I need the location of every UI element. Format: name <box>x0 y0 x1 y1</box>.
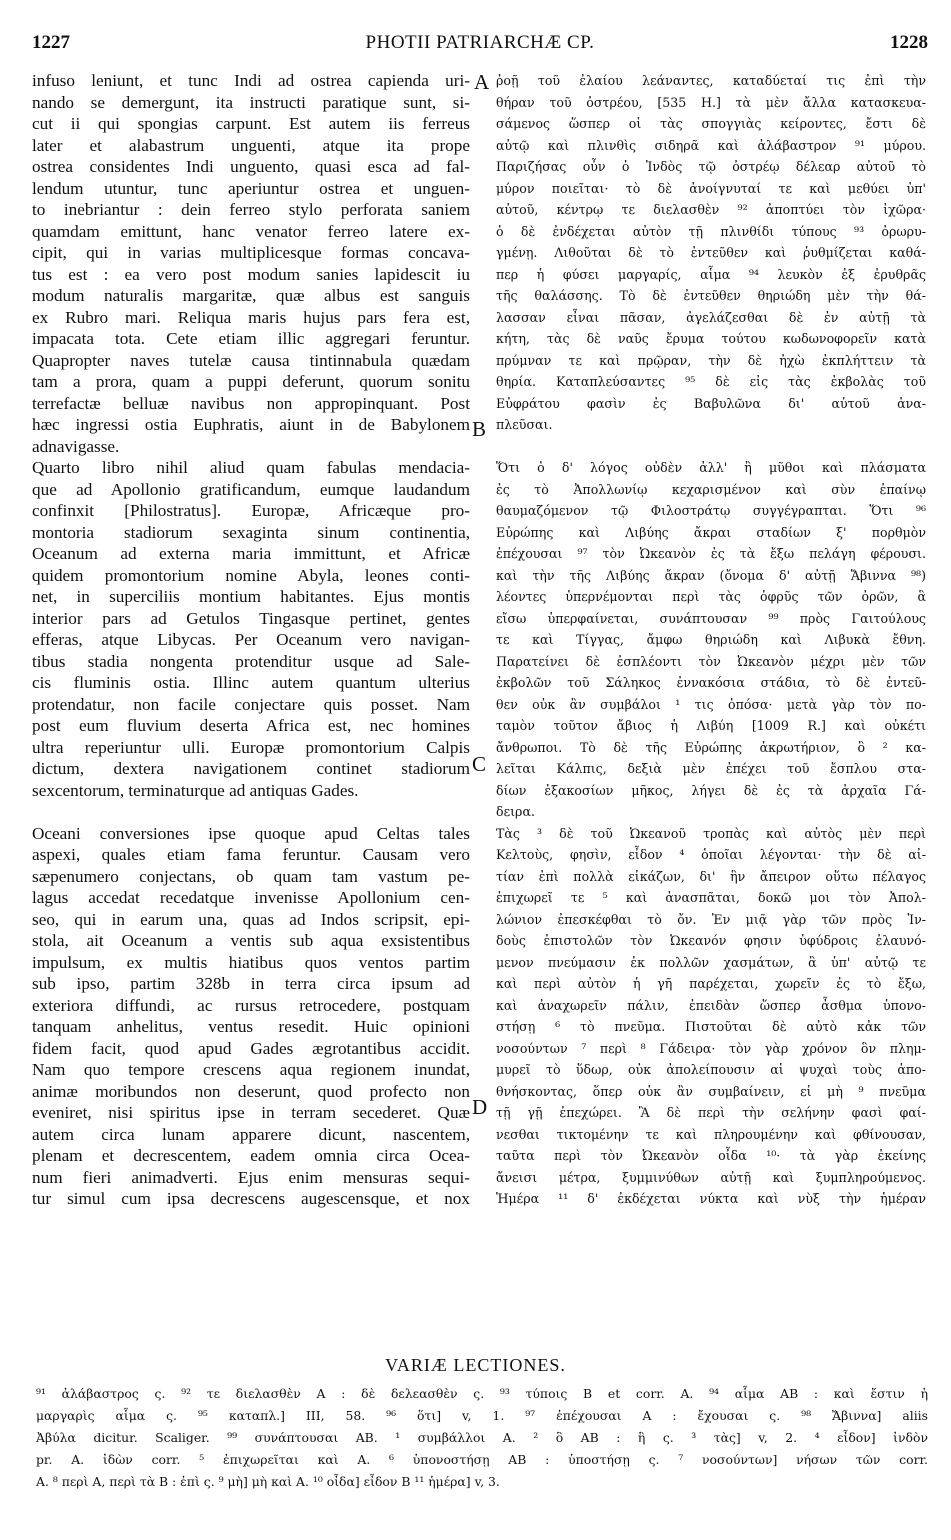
text-line: γμένῃ. Λιθοῦται δὲ τὸ ἐντεῦθεν καὶ ῥυθμίζεται καθά- <box>496 245 926 260</box>
text-line: αὐτοῦ, κέντρῳ τε διελασθὲν ⁹² ἀποπτύει τὸν ἰχῶρα· <box>496 202 926 217</box>
text-line: Παριζήσας οὖν ὁ Ἰνδὸς τῷ ὀστρέῳ δέλεαρ αὐτοῦ τὸ <box>496 159 926 174</box>
margin-marker-c: C <box>472 752 487 776</box>
text-line: A. ⁸ περὶ A, περὶ τὰ B : ἐπὶ ς. ⁹ μὴ] μὴ καὶ A. ¹⁰ οἶδα] εἶδον B ¹¹ ἡμέρα] v, 3. <box>36 1474 500 1489</box>
text-line: pr. A. ἰδὼν corr. ⁵ ἐπιχωρεῖται καὶ A. ⁶ ὑπονοστήσῃ AB : ὑποστήσῃ ς. ⁷ νοσούντων] νήσων τῶν corr. <box>36 1452 928 1467</box>
text-line: καὶ περὶ αὐτὸν ἡ γῆ παρέχεται, χωρεῖν ἐς τὸ ἔξω, <box>496 976 926 991</box>
text-line: to inebriantur : dein ferreo stylo perforata saniem <box>32 200 470 219</box>
text-line: καὶ τὴν τῆς Λιβύης ἄκραν (ὄνομα δ' αὐτῇ Ἄβιννα ⁹⁸) <box>496 567 926 583</box>
text-line: num fieri animadverti. Ejus enim mensuras sequi- <box>32 1167 470 1187</box>
text-line: θήραν τοῦ ὀστρέου, [535 Η.] τὰ μὲν ἄλλα κατασκευα- <box>496 94 926 110</box>
text-line: ultra reperiuntur ulli. Europæ promontorium Calpis <box>32 737 470 757</box>
text-line: τῇ γῇ ἐπεχώρει. Ἃ δὲ περὶ τὴν σελήνην φασὶ φαί- <box>496 1105 926 1120</box>
text-line: Ἀβύλα dicitur. Scaliger. ⁹⁹ συνάπτουσαι AB. ¹ συμβάλλοι A. ² ὃ AB : ἣ ς. ³ τὰς] v, 2. ⁴ εἶδον] ἰνδὸν <box>36 1430 928 1445</box>
text-line: plenam et decrescentem, eadem omnia circa Ocea- <box>32 1146 470 1165</box>
text-line: πρύμναν τε καὶ πρῷραν, τὴν δὲ ἠχὼ ἐκπλήττειν τὰ <box>496 352 926 368</box>
text-line: μαργαρὶς αἷμα ς. ⁹⁵ καταπλ.] III, 58. ⁹⁶ ὅτι] v, 1. ⁹⁷ ἐπέχουσαι A : ἔχουσαι ς. ⁹⁸ Ἄβιννα] aliis <box>36 1408 928 1423</box>
text-line: sæpenumero conjectans, ob quam tam vastum pe- <box>32 866 470 886</box>
text-line: θεν οὐκ ἂν συμβάλοι ¹ τις ὁπόσα· μετὰ γὰρ τὸν πο- <box>496 696 926 712</box>
text-line: αὐτῷ καὶ πλινθὶς σιδηρᾶ καὶ ἀλάβαστρον ⁹¹ μύρου. <box>496 137 926 153</box>
text-line: λέοντες ὑπερνέμονται περὶ τὰς ὀφρῦς τῶν ὀρῶν, ἃ <box>496 589 926 604</box>
text-line: cut ii qui spongias carpunt. Est autem iis ferreus <box>32 114 470 133</box>
text-line: μενον πνεύμασιν ἐκ πολλῶν χασμάτων, ἃ ὑπ' αὐτῷ τε <box>496 954 926 970</box>
text-line: sexcentorum, terminaturque ad antiquas Gades. <box>32 780 359 800</box>
text-line: θνήσκοντας, ὅπερ οὐκ ἂν συμβαίνειν, εἰ μὴ ⁹ πνεῦμα <box>496 1083 926 1099</box>
text-line: ἐπέχουσαι ⁹⁷ τὸν Ὠκεανὸν ἐς τὰ ἔξω πελάγη φέρουσι. <box>496 546 926 561</box>
text-line: τε καὶ Τίγγας, ἄμφω θηριώδη καὶ Λιβυκὰ ἔθνη. <box>496 632 926 647</box>
variae-lectiones <box>36 1383 928 1493</box>
text-line: cipit, qui in varias multiplicesque formas concava- <box>32 243 470 262</box>
text-line: ἐπιχωρεῖ τε ⁵ καὶ ἀνασπᾶται, δοκῶ μοι τὸν Ἀπολ- <box>496 890 926 905</box>
text-line: tur simul cum ipsa decrescens augescensque, et nox <box>32 1189 470 1208</box>
greek-column <box>496 70 926 1210</box>
text-line: ταμὸν τοῦτον ἄβιος ἡ Λιβύη [1009 R.] καὶ οὐκέτι <box>496 718 926 733</box>
text-line: terrefactæ belluæ navibus non appropinquant. Post <box>32 393 470 413</box>
text-line: πλεῦσαι. <box>496 417 553 432</box>
text-line: impacata tota. Cete etiam illic aggregari feruntur. <box>32 329 470 348</box>
margin-marker-b: B <box>472 417 487 441</box>
text-line: Εὐφράτου φασὶν ἐς Βαβυλῶνα δι' αὐτοῦ ἀνα- <box>496 395 926 411</box>
text-line: δειρα. <box>496 804 535 819</box>
margin-marker-d: D <box>472 1095 488 1119</box>
text-line: ostrea considentes Indi unguento, quasi esca ad fal- <box>32 157 470 176</box>
text-line: post eum fluvium deserta Africa est, nec homines <box>32 716 470 735</box>
text-line: Quarto libro nihil aliud quam fabulas mendacia- <box>32 458 470 477</box>
text-line: ἄνθρωποι. Τὸ δὲ τῆς Εὐρώπης ἀκρωτήριον, ὃ ² κα- <box>496 739 926 755</box>
text-line: quidem promontorium nomine Abyla, leones conti- <box>32 565 470 585</box>
text-line: later et alabastrum unguenti, atque ita prope <box>32 135 470 155</box>
text-line: Παρατείνει δὲ ἐσπλέοντι τὸν Ὠκεανὸν μέχρι μὲν τῶν <box>496 653 926 669</box>
text-line: δοὺς ἐπιστολῶν τὸν Ὠκεανόν φησιν ὑφύδροις ἐλαυνό- <box>496 933 926 948</box>
text-line: ὁ δὲ ἐνδέχεται αὐτὸν τῇ πλινθίδι τύπους ⁹³ ὀρωρυ- <box>496 223 926 239</box>
text-line: Ἡμέρα ¹¹ δ' ἐκδέχεται νύκτα καὶ νὺξ τὴν ἡμέραν <box>496 1191 926 1206</box>
text-line: quamdam emittunt, hanc venator ferreo latere ex- <box>32 221 470 241</box>
text-line: περ ἡ φύσει μαργαρίς, αἷμα ⁹⁴ λευκὸν ἐξ ἐρυθρᾶς <box>496 266 926 282</box>
text-line: lendum utuntur, tunc aperiuntur ostrea et unguen- <box>32 178 470 198</box>
text-line: lagus accedat recedatque invenisse Apollonium cen- <box>32 888 470 907</box>
text-line: que ad Apollonio gratificandum, eumque laudandum <box>32 479 470 499</box>
latin-column <box>32 70 470 1210</box>
text-line: protendatur, non facile conjectare quis posset. Nam <box>32 694 470 714</box>
text-line: adnavigasse. <box>32 436 120 456</box>
text-line: Ὅτι ὁ δ' λόγος οὐδὲν ἀλλ' ἢ μῦθοι καὶ πλάσματα <box>496 460 926 475</box>
text-line: νεσθαι τικτομένην τε καὶ πληρουμένην καὶ φθίνουσαν, <box>496 1126 926 1142</box>
text-line: animæ moribundos non deserunt, quod profecto non <box>32 1081 470 1101</box>
text-line: fidem facit, quod apud Gades ægrotantibus accidit. <box>32 1038 470 1058</box>
text-line: λεῖται Κάλπις, δεξιὰ μὲν ἐπέχει τοῦ ἔσπλου στα- <box>496 761 926 776</box>
text-line: Κελτοὺς, φησὶν, εἶδον ⁴ ὁποῖαι λέγονται· τὴν δὲ αἰ- <box>496 847 926 862</box>
text-line: Quapropter naves tutelæ causa tintinnabula quædam <box>32 350 470 370</box>
text-line: montoria stadiorum sexaginta sinum continentia, <box>32 522 470 542</box>
text-line: τῆς θαλάσσης. Τὸ δὲ ἐντεῦθεν θηριώδη μὲν τὴν θά- <box>496 288 926 303</box>
text-line: modum naturalis margaritæ, quæ albus est sanguis <box>32 286 470 305</box>
text-line: ῥοῇ τοῦ ἐλαίου λεάναντες, καταδύεταί τις ἐπὶ τὴν <box>496 73 926 88</box>
page-number-right: 1228 <box>890 32 928 53</box>
running-title: PHOTII PATRIARCHÆ CP. <box>365 32 595 53</box>
text-line: εἴσω ὑπερφαίνεται, συνάπτουσαν ⁹⁹ πρὸς Γαιτούλους <box>496 610 926 626</box>
text-line: νοσούντων ⁷ περὶ ⁸ Γάδειρα· τὸν γὰρ χρόνον ὃν πλημ- <box>496 1040 926 1056</box>
text-line: interior pars ad Getulos Tingasque pertinet, gentes <box>32 608 470 628</box>
text-line: Oceanum ad externa maria immittunt, et Africæ <box>32 544 470 563</box>
text-line: hæc ingressi ostia Euphratis, aiunt in de Babylonem <box>32 415 470 434</box>
paragraph-gap <box>496 436 926 458</box>
text-line: κήτη, τὰς δὲ ναῦς ἔρυμα τούτου κωδωνοφορεῖν κατὰ <box>496 331 926 346</box>
margin-marker-a: A <box>474 70 490 94</box>
text-line: exteriora diffundi, ac rursus retrocedere, postquam <box>32 995 470 1015</box>
page-number-left: 1227 <box>32 32 70 53</box>
text-line: tam a prora, quam a puppi deferunt, quorum sonitu <box>32 372 470 391</box>
text-line: stola, ait Oceanum a ventis sub aqua exsistentibus <box>32 931 470 950</box>
text-line: σάμενος ὥσπερ οἱ τὰς σπογγιὰς κείροντες, ἔστι δὲ <box>496 116 926 131</box>
text-line: aspexi, quales etiam fama feruntur. Causam vero <box>32 845 470 864</box>
variae-lectiones-title: VARIÆ LECTIONES. <box>385 1355 566 1375</box>
text-line: ⁹¹ ἀλάβαστρος ς. ⁹² τε διελασθὲν A : δὲ δελεασθὲν ς. ⁹³ τύποις B et corr. A. ⁹⁴ αἷμα AB : καὶ ἔστιν ἡ <box>36 1386 928 1401</box>
text-line: infuso leniunt, et tunc Indi ad ostrea capienda uri- <box>32 71 470 90</box>
paragraph-gap <box>32 801 470 823</box>
text-line: Oceani conversiones ipse quoque apud Celtas tales <box>32 823 470 843</box>
text-line: eveniret, nisi spiritus ipse in terram secederet. Quæ <box>32 1103 470 1122</box>
text-line: Τὰς ³ δὲ τοῦ Ὠκεανοῦ τροπὰς καὶ αὐτὸς μὲν περὶ <box>496 825 926 841</box>
text-line: tibus stadia nongenta protenditur usque ad Sale- <box>32 651 470 671</box>
text-line: net, in superciliis montium habitantes. Ejus montis <box>32 587 470 606</box>
text-line: θηρία. Καταπλεύσαντες ⁹⁵ δὲ εἰς τὰς ἐκβολὰς τοῦ <box>496 374 926 389</box>
text-line: καὶ ἀναχωρεῖν πάλιν, ἐπειδὰν ὥσπερ ἆσθμα ὑπονο- <box>496 997 926 1013</box>
text-line: tus est : ea vero post modum sanies lapidescit iu <box>32 264 470 284</box>
text-line: ex Rubro mari. Reliqua maris hujus pars fera est, <box>32 307 470 327</box>
text-line: Nam quo tempore crescens aqua regionem inundat, <box>32 1060 470 1079</box>
text-line: ἐκβολῶν τοῦ Σάληκος ἐννακόσια στάδια, τὸ δὲ ἐντεῦ- <box>496 675 926 690</box>
text-line: Εὐρώπης καὶ Λιβύης ἄκραι σταδίων ξ' πορθμὸν <box>496 524 926 540</box>
text-line: autem circa lunam apparere dicunt, nascentem, <box>32 1124 470 1144</box>
text-line: nando se demergunt, ita instructi paratique sunt, si- <box>32 92 470 112</box>
text-line: tanquam anhelitus, ventus resedit. Huic opinioni <box>32 1017 470 1036</box>
text-line: μυρεῖ τὸ ὕδωρ, οὐκ ἀπολείπουσιν αἱ ψυχαὶ τοὺς ἀπο- <box>496 1062 926 1077</box>
text-line: δίων ἑξακοσίων μῆκος, λήγει δὲ ἐς τὰ ἀρχαῖα Γά- <box>496 782 926 798</box>
text-line: στήσῃ ⁶ τὸ πνεῦμα. Πιστοῦται δὲ αὐτὸ κἀκ τῶν <box>496 1019 926 1034</box>
text-line: impulsum, ex multis hiatibus quos ventos partim <box>32 952 470 972</box>
text-line: λασσαν εἶναι πᾶσαν, ἀγελάζεσθαι δὲ ἐν αὐτῇ τὰ <box>496 309 926 325</box>
text-line: λώνιον ἐπεσκέφθαι τὸ ὄν. Ἐν μιᾷ γὰρ τῶν πρὸς Ἰν- <box>496 911 926 927</box>
text-line: θαυμαζόμενον τῷ Φιλοστράτῳ συγγέγραπται. Ὅτι ⁹⁶ <box>496 503 926 518</box>
text-line: dictum, dextera navigationem continet stadiorum <box>32 759 470 778</box>
text-line: ἐς τὸ Ἀπολλωνίῳ κεχαρισμένον καὶ σὺν ἐπαίνῳ <box>496 481 926 497</box>
text-line: μύρον ποιεῖται· τὸ δὲ ἀνοίγνυταί τε καὶ μεθύει ὑπ' <box>496 180 926 196</box>
text-line: τίαν ἐπὶ πολλὰ εἰκάζων, δι' ἣν ἄπειρον οὕτω πέλαγος <box>496 868 926 884</box>
running-header <box>32 32 928 56</box>
text-line: efferas, atque Libycas. Per Oceanum vero navigan- <box>32 630 470 649</box>
text-line: seo, qui in earum una, quas ad Indos scripsit, epi- <box>32 909 470 929</box>
text-line: ταῦτα περὶ τὸν Ὠκεανὸν οἶδα ¹⁰· τὰ γὰρ ἐκείνης <box>496 1148 926 1163</box>
text-line: ἄνεισι μέτρα, ξυμμινύθων αὐτῇ καὶ ξυμπληρούμενος. <box>496 1169 926 1185</box>
text-line: cis fluminis ostia. Illinc autem quantum ulterius <box>32 673 470 692</box>
text-line: confinxit [Philostratus]. Europæ, Africæque pro- <box>32 501 470 520</box>
text-line: sub ipso, partim 328b in terra circa ipsum ad <box>32 974 470 993</box>
